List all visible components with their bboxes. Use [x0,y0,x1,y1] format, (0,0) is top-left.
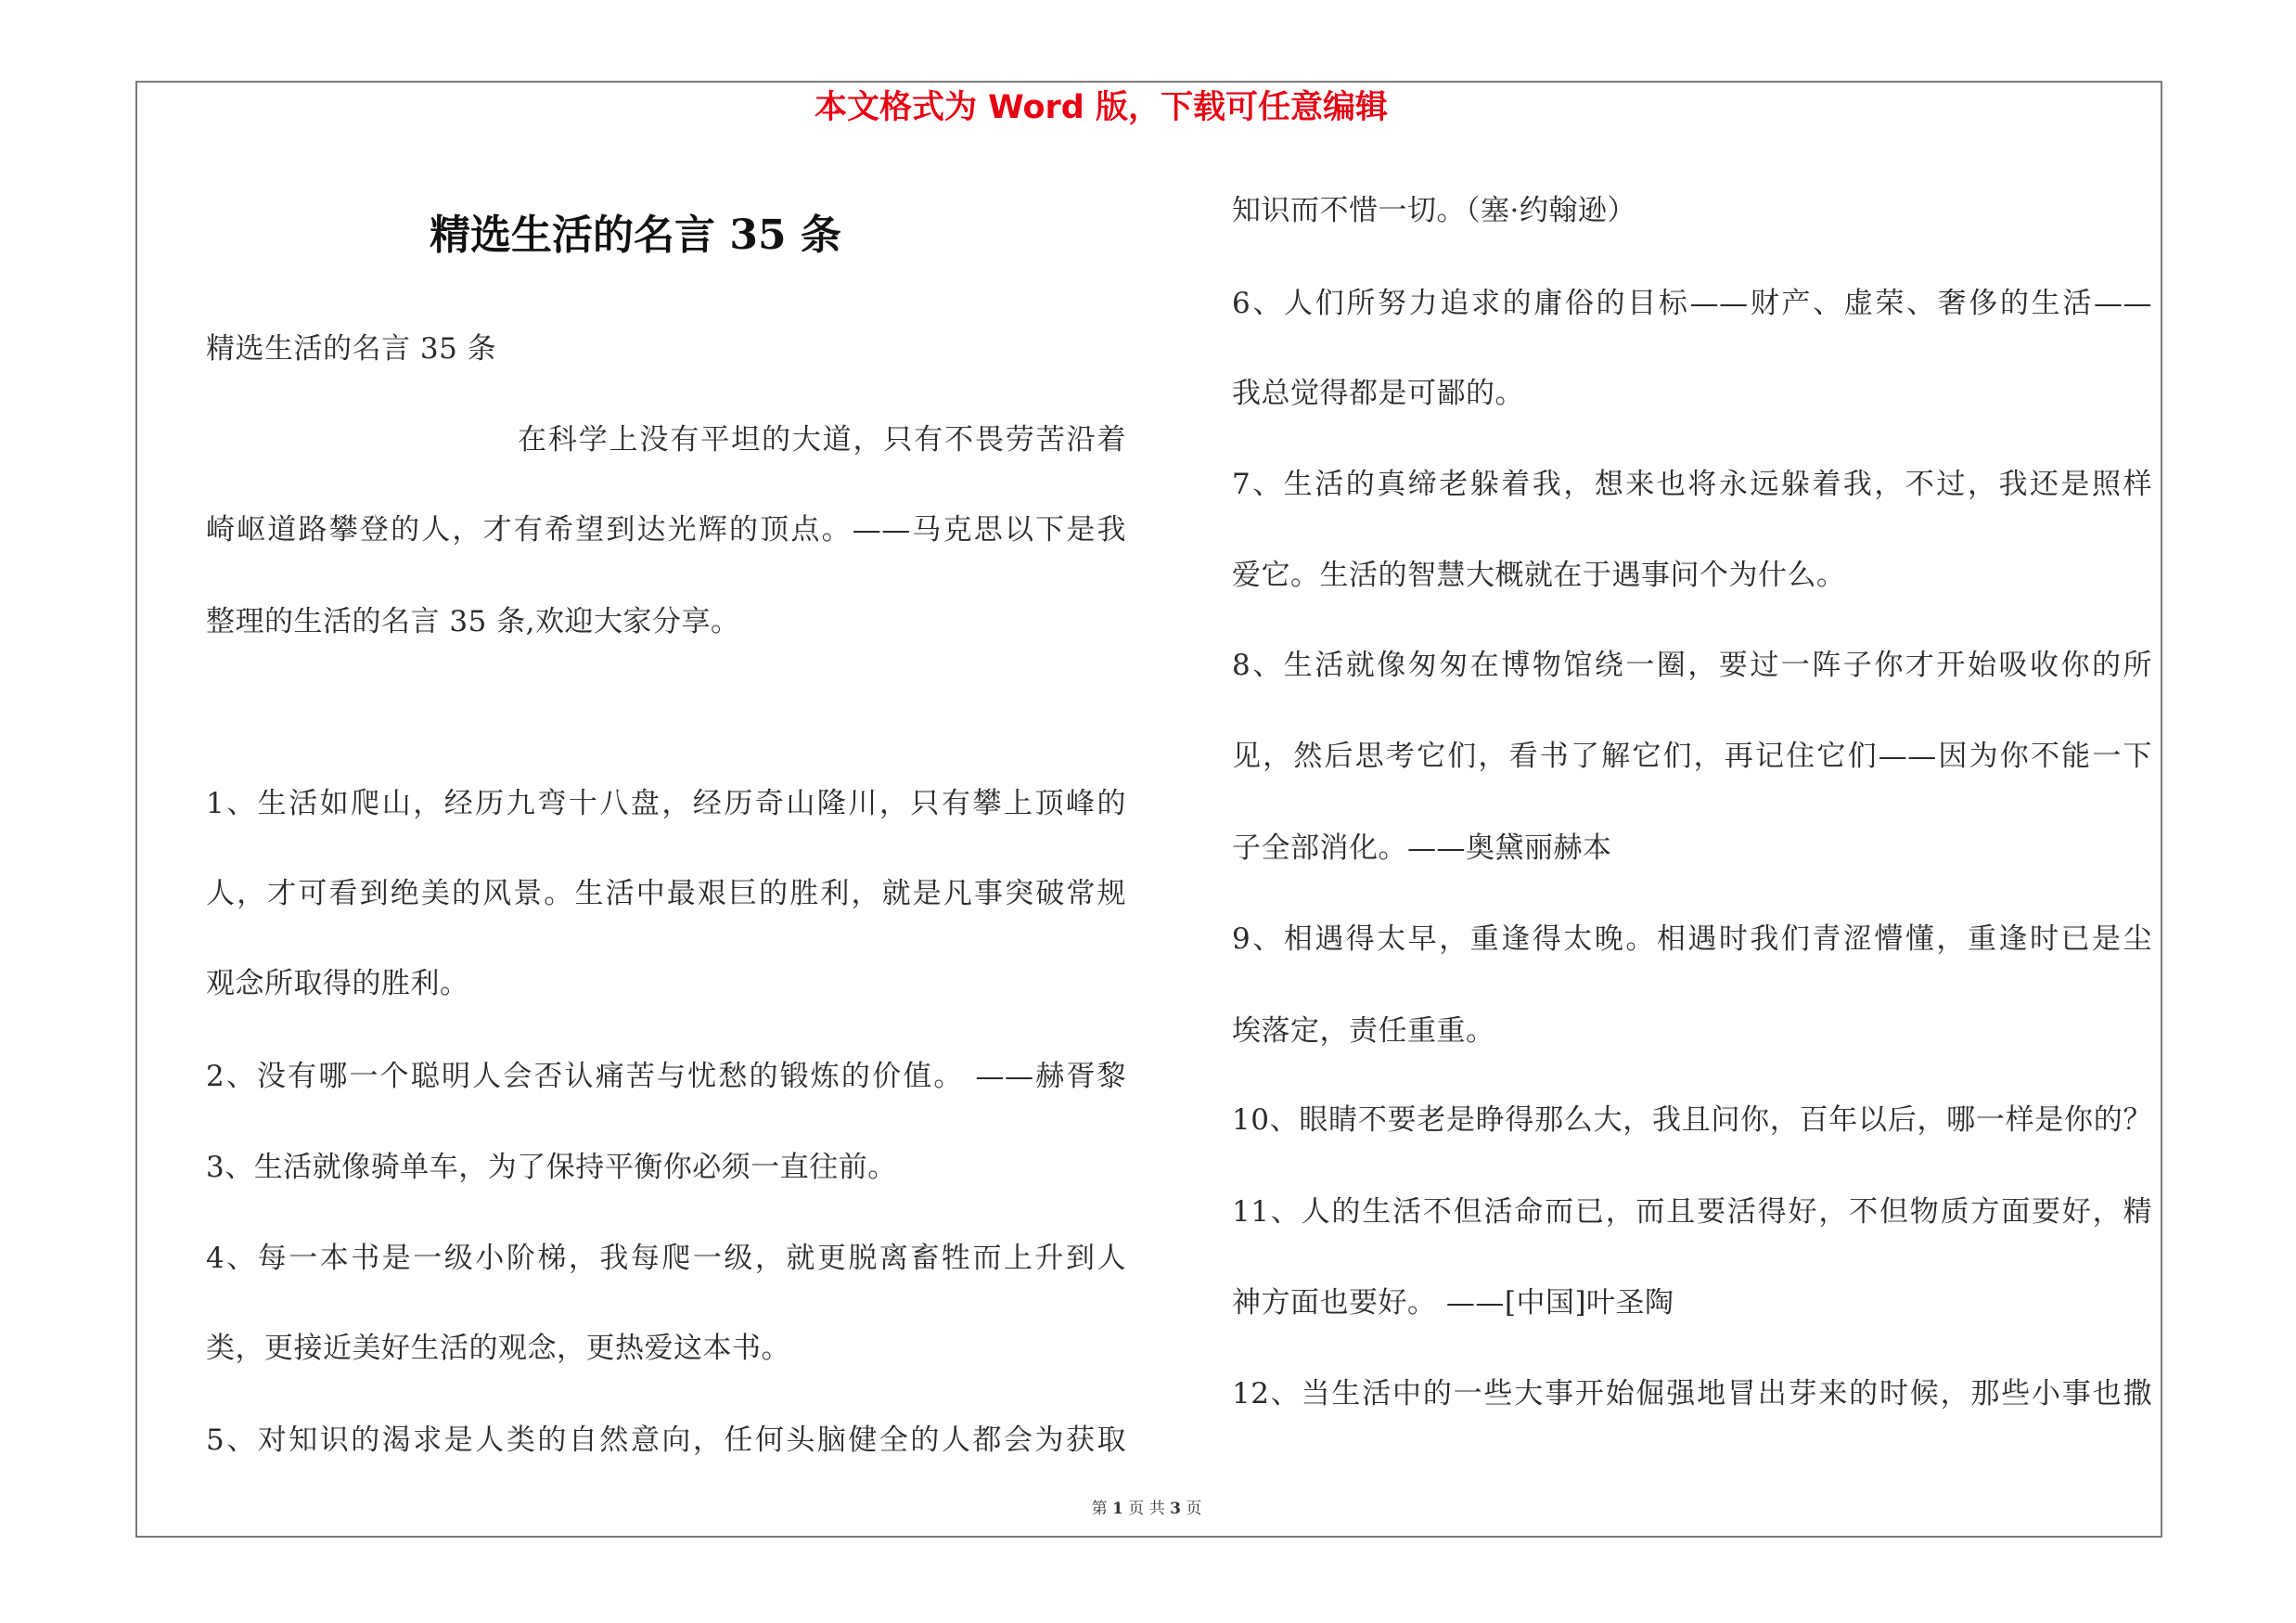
footer-middle: 页 共 [1128,1500,1165,1518]
total-pages-number: 3 [1170,1500,1181,1518]
quote-line: 埃落定，责任重重。 [1232,1014,1495,1048]
quote-line: 3、生活就像骑单车，为了保持平衡你必须一直往前。 [206,1151,897,1184]
footer-prefix: 第 [1091,1500,1108,1518]
current-page-number: 1 [1112,1500,1123,1518]
subtitle-line: 精选生活的名言 35 条 [206,332,497,366]
quote-line: 12、当生活中的一些大事开始倔强地冒出芽来的时候，那些小事也撒 [1232,1377,2152,1410]
page-number-footer [961,1497,1332,1521]
quote-line: 4、每一本书是一级小阶梯，我每爬一级，就更脱离畜牲而上升到人 [206,1242,1126,1275]
quote-line: 8、生活就像匆匆在博物馆绕一圈，要过一阵子你才开始吸收你的所 [1232,649,2152,682]
quote-line: 5、对知识的渴求是人类的自然意向，任何头脑健全的人都会为获取 [206,1423,1126,1457]
quote-line: 见，然后思考它们，看书了解它们，再记住它们——因为你不能一下 [1232,740,2152,773]
intro-line: 崎岖道路攀登的人，才有希望到达光辉的顶点。——马克思以下是我 [206,513,1126,547]
quote-line: 观念所取得的胜利。 [206,967,469,1000]
quote-line: 子全部消化。——奥黛丽赫本 [1232,831,1612,865]
quote-line: 9、相遇得太早，重逢得太晚。相遇时我们青涩懵懂，重逢时已是尘 [1232,922,2152,956]
quote-line: 10、眼睛不要老是睁得那么大，我且问你，百年以后，哪一样是你的？ [1232,1103,2152,1137]
quote-line: 7、生活的真缔老躲着我，想来也将永远躲着我，不过，我还是照样 [1232,468,2152,501]
intro-line: 在科学上没有平坦的大道，只有不畏劳苦沿着 [518,423,1126,457]
format-notice: 本文格式为 Word 版，下载可任意编辑 [814,89,1389,126]
quote-line: 神方面也要好。 ——[中国]叶圣陶 [1232,1286,1674,1320]
quote-line: 2、没有哪一个聪明人会否认痛苦与忧愁的锻炼的价值。 ——赫胥黎 [206,1060,1126,1093]
quote-line: 类，更接近美好生活的观念，更热爱这本书。 [206,1332,790,1365]
quote-line: 知识而不惜一切。（塞·约翰逊） [1232,194,1636,227]
footer-suffix: 页 [1186,1500,1202,1518]
quote-line: 我总觉得都是可鄙的。 [1232,377,1524,410]
intro-line: 整理的生活的名言 35 条,欢迎大家分享。 [206,605,740,638]
quote-line: 6、人们所努力追求的庸俗的目标——财产、虚荣、奢侈的生活—— [1232,287,2152,320]
document-title: 精选生活的名言 35 条 [430,212,841,259]
quote-line: 爱它。生活的智慧大概就在于遇事问个为什么。 [1232,559,1846,592]
quote-line: 1、生活如爬山，经历九弯十八盘，经历奇山隆川，只有攀上顶峰的 [206,787,1126,820]
quote-line: 人，才可看到绝美的风景。生活中最艰巨的胜利，就是凡事突破常规 [206,877,1126,910]
quote-line: 11、人的生活不但活命而已，而且要活得好，不但物质方面要好，精 [1232,1195,2152,1229]
